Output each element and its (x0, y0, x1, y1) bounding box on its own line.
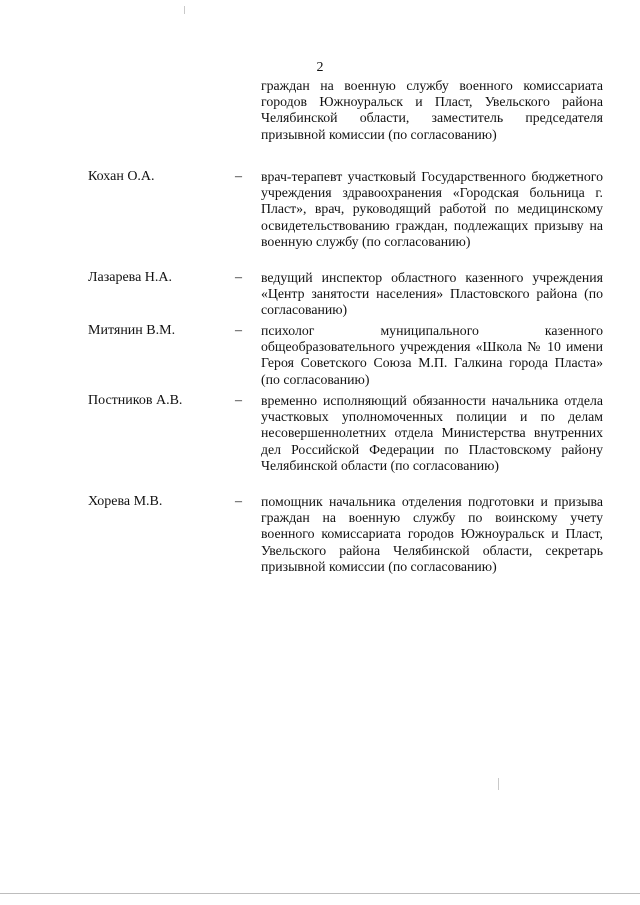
intro-paragraph: граждан на военную службу военного комиссариата городов Южноуральск и Пласт, Увельского района Челябинской области, заместитель председателя призывной комиссии (по согласованию) (261, 78, 603, 142)
member-description: временно исполняющий обязанности начальника отдела участковых уполномоченных полиции и по делам несовершеннолетних отдела Министерства внутренних дел Российской Федерации по Пластовскому району Челябинской области (по согласованию) (261, 393, 603, 473)
member-dash: – (235, 169, 242, 184)
scan-artifact (498, 778, 499, 790)
page-number: 2 (316, 60, 324, 75)
member-description: врач-терапевт участковый Государственного бюджетного учреждения здравоохранения «Городская больница г. Пласт», врач, руководящий работой по медицинскому освидетельствованию граждан, подлежащих призыву на военную службу (по согласованию) (261, 169, 603, 249)
member-description: ведущий инспектор областного казенного учреждения «Центр занятости населения» Пластовского района (по согласованию) (261, 270, 603, 318)
member-dash: – (235, 270, 242, 285)
member-dash: – (235, 494, 242, 509)
member-name: Кохан О.А. (88, 169, 155, 184)
member-name: Лазарева Н.А. (88, 270, 173, 285)
member-name: Хорева М.В. (88, 494, 163, 509)
member-dash: – (235, 323, 242, 338)
member-dash: – (235, 393, 242, 408)
member-name: Митянин В.М. (88, 323, 176, 338)
member-name: Постников А.В. (88, 393, 183, 408)
member-description: психолог муниципального казенного общеобразовательного учреждения «Школа № 10 имени Героя Советского Союза М.П. Галкина города Пласта» (по согласованию) (261, 323, 603, 387)
scan-edge-line (0, 893, 640, 894)
scan-artifact (184, 6, 185, 14)
member-description: помощник начальника отделения подготовки и призыва граждан на военную службу по воинскому учету военного комиссариата городов Южноуральск и Пласт, Увельского района Челябинской области, секретарь призывной комиссии (по согласованию) (261, 494, 603, 574)
